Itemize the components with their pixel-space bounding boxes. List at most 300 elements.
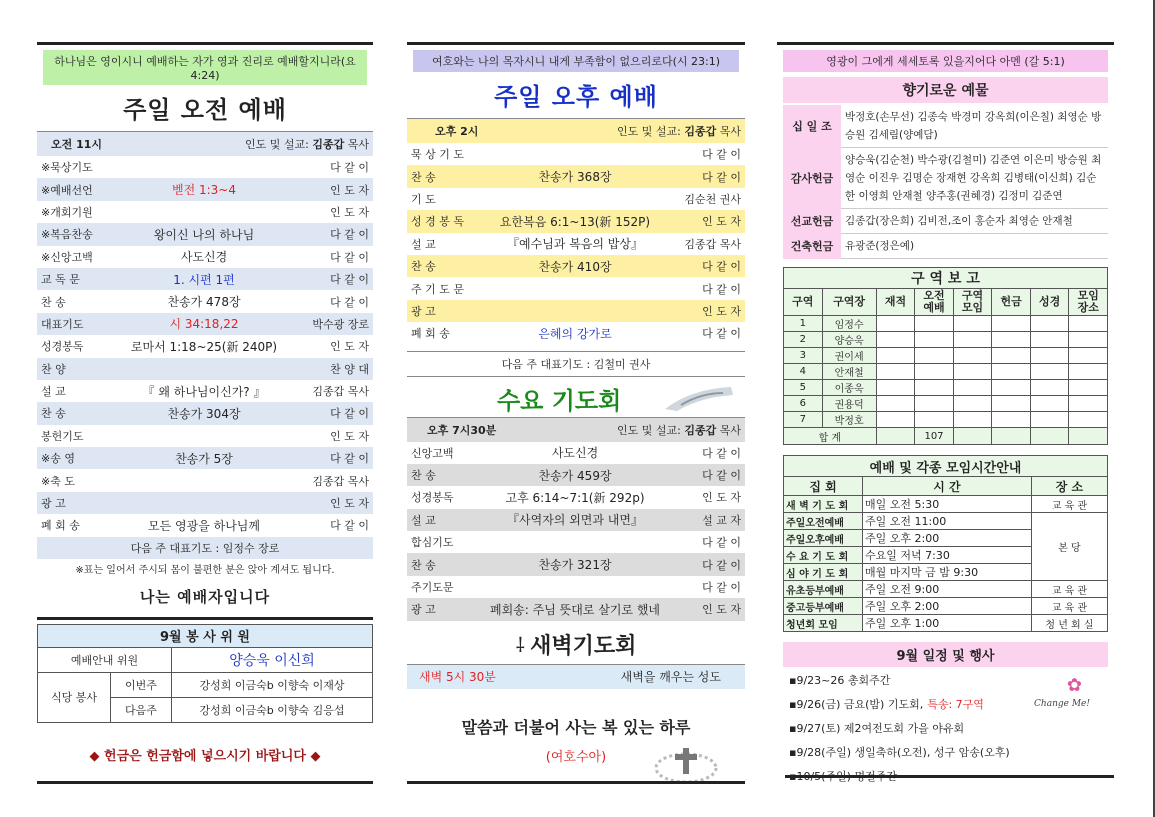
order-person: 다 같 이 (330, 161, 369, 175)
district-cell (992, 332, 1031, 348)
order-row (407, 277, 745, 299)
order-content: 폐회송: 주님 뜻대로 살기로 했네 (490, 602, 660, 617)
order-item: 찬 송 (41, 407, 66, 421)
district-column-header: 오전 예배 (915, 289, 954, 316)
order-content: 찬송가 321장 (538, 558, 612, 573)
morning-service-title: 주일 오전 예배 (123, 95, 287, 124)
district-number: 7 (784, 412, 823, 428)
district-number: 5 (784, 380, 823, 396)
district-number: 4 (784, 364, 823, 380)
order-row (37, 178, 373, 200)
district-cell (992, 364, 1031, 380)
order-row (37, 335, 373, 357)
this-week-label: 이번주 (111, 672, 172, 697)
wednesday-time: 오후 7시30분 (407, 417, 546, 442)
leader-name: 김종갑 (684, 423, 717, 437)
order-row (407, 143, 745, 165)
order-person: 다 같 이 (330, 295, 369, 309)
order-item: 설 교 (411, 237, 436, 251)
service-time: 오전 11시 (37, 132, 151, 157)
this-week-names: 강성희 이금숙b 이향숙 이재상 (172, 672, 373, 697)
praying-hands-icon (661, 379, 737, 415)
district-cell (1030, 348, 1069, 364)
district-row (784, 396, 1108, 412)
district-column-header: 구역 (784, 289, 823, 316)
district-column-header: 헌금 (992, 289, 1031, 316)
order-content: 고후 6:14~7:1(新 292p) (505, 490, 645, 505)
event-text: ▪9/27(토) 제2여전도회 가을 야유회 (789, 722, 965, 735)
order-item: 광 고 (411, 304, 436, 318)
offering-row (783, 209, 1108, 234)
order-item: 찬 양 (41, 362, 66, 376)
district-row (784, 316, 1108, 332)
district-row (784, 332, 1108, 348)
district-total-morning: 107 (915, 428, 954, 445)
order-content: 『예수님과 복음의 밥상』 (507, 237, 643, 252)
district-total-label: 합 계 (784, 428, 877, 445)
order-row (407, 576, 745, 598)
event-text: ▪9/23~26 총회주간 (789, 674, 891, 687)
order-item: ※복음찬송 (41, 228, 93, 242)
order-content: 로마서 1:18~25(新 240P) (130, 339, 278, 354)
district-leader: 이종욱 (822, 380, 876, 396)
district-cell (953, 316, 992, 332)
order-item: 합심기도 (411, 536, 454, 550)
meeting-name: 유초등부예배 (784, 581, 863, 598)
district-cell (1030, 364, 1069, 380)
dawn-desc: 새벽을 깨우는 성도 (620, 670, 721, 685)
district-report-table (783, 267, 1108, 445)
district-cell (915, 396, 954, 412)
offering-row (783, 105, 1108, 148)
order-person: 인 도 자 (330, 205, 369, 219)
offering-label: 십 일 조 (783, 105, 841, 148)
district-cell (953, 380, 992, 396)
order-item: 봉헌기도 (41, 429, 84, 443)
district-cell (876, 396, 915, 412)
order-content (485, 277, 665, 299)
meeting-place: 본 당 (1031, 513, 1107, 581)
order-content: 모든 영광을 하나님께 (148, 518, 260, 533)
worship-slogan: 나는 예배자입니다 (139, 587, 271, 606)
district-cell (876, 348, 915, 364)
order-row (407, 531, 745, 553)
meeting-name: 수 요 기 도 회 (784, 547, 863, 564)
district-leader: 임정수 (822, 316, 876, 332)
wednesday-title: 수요 기도회 (497, 385, 622, 415)
district-cell (1069, 348, 1108, 364)
offering-label: 선교헌금 (783, 209, 841, 234)
order-person: 박수광 장로 (312, 317, 369, 331)
district-cell (992, 380, 1031, 396)
order-content (485, 300, 665, 322)
verse-banner: 영광이 그에게 세세토록 있을지어다 아멘 (갈 5:1) (783, 50, 1108, 72)
district-cell (915, 412, 954, 428)
meeting-schedule-table (783, 455, 1108, 632)
order-row (37, 469, 373, 491)
district-number: 2 (784, 332, 823, 348)
order-row (37, 425, 373, 447)
event-text: ▪9/26(금) 금요(밤) 기도회, (789, 698, 924, 711)
order-item: 대표기도 (41, 317, 84, 331)
district-cell (1069, 412, 1108, 428)
order-item: 묵 상 기 도 (411, 148, 464, 162)
district-cell (992, 316, 1031, 332)
order-person: 다 같 이 (330, 228, 369, 242)
order-row (37, 156, 373, 178)
meeting-place: 교 육 관 (1031, 581, 1107, 598)
district-cell (876, 412, 915, 428)
district-cell (992, 412, 1031, 428)
order-person: 찬 양 대 (330, 362, 369, 376)
order-item: 교 독 문 (41, 273, 80, 287)
district-cell (1030, 332, 1069, 348)
order-person: 다 같 이 (702, 260, 741, 274)
order-item: ※송 영 (41, 452, 75, 466)
order-row (407, 210, 745, 232)
order-person: 김종갑 목사 (312, 385, 369, 399)
order-row (37, 380, 373, 402)
district-cell (1069, 396, 1108, 412)
order-item: ※축 도 (41, 474, 75, 488)
order-row (407, 442, 745, 464)
meeting-column-header: 장 소 (1031, 477, 1107, 496)
meeting-time: 매일 오전 5:30 (863, 496, 1032, 513)
guide-label: 예배안내 위원 (38, 647, 172, 672)
order-person: 다 같 이 (702, 327, 741, 341)
meeting-name: 주일오전예배 (784, 513, 863, 530)
offering-label: 건축헌금 (783, 234, 841, 259)
meeting-title: 예배 및 각종 모임시간안내 (784, 456, 1108, 477)
ribbon-icon: ✿ (1066, 675, 1082, 696)
district-row (784, 412, 1108, 428)
meeting-name: 심 야 기 도 회 (784, 564, 863, 581)
closing-phrase: 말씀과 더불어 사는 복 있는 하루 (461, 717, 691, 737)
order-row (407, 233, 745, 255)
district-row (784, 364, 1108, 380)
district-column-header: 모임 장소 (1069, 289, 1108, 316)
events-list (789, 669, 1102, 789)
guide-names: 양승욱 이신희 (172, 647, 373, 672)
order-row (37, 290, 373, 312)
wednesday-order-table (407, 442, 745, 621)
offering-names: 유광준(정은예) (841, 234, 1108, 259)
dawn-title: 새벽기도회 (530, 633, 637, 659)
leader-name: 김종갑 (312, 138, 345, 151)
order-row (37, 246, 373, 268)
order-item: ※예배선언 (41, 183, 93, 197)
order-item: 성 경 봉 독 (411, 215, 464, 229)
offering-names: 박정호(손무선) 김종숙 박경미 강옥희(이은칠) 최영순 방승원 김세림(양예담) (841, 105, 1108, 148)
order-person: 인 도 자 (330, 340, 369, 354)
order-row (407, 598, 745, 620)
district-column-header: 재적 (876, 289, 915, 316)
order-content (115, 358, 293, 380)
wednesday-header (407, 417, 745, 442)
district-cell (1030, 396, 1069, 412)
order-row (407, 464, 745, 486)
order-content: 왕이신 나의 하나님 (153, 227, 255, 242)
verse-banner: 여호와는 나의 목자시니 내게 부족함이 없으리로다(시 23:1) (413, 50, 739, 72)
district-row (784, 380, 1108, 396)
district-cell (1069, 332, 1108, 348)
district-row (784, 348, 1108, 364)
morning-service-column (37, 42, 373, 764)
order-row (37, 268, 373, 290)
order-person: 다 같 이 (702, 148, 741, 162)
order-person: 인 도 자 (330, 497, 369, 511)
change-me-logo: Change Me! (1034, 699, 1090, 709)
order-person: 다 같 이 (702, 536, 741, 550)
meeting-time: 주일 오후 1:00 (863, 615, 1032, 632)
cross-wreath-icon (651, 740, 721, 786)
order-person: 인 도 자 (702, 491, 741, 505)
order-person: 다 같 이 (702, 446, 741, 460)
order-row (407, 300, 745, 322)
offering-label: 감사헌금 (783, 148, 841, 209)
order-item: 설 교 (41, 385, 66, 399)
district-cell (876, 380, 915, 396)
leader-label: 인도 및 설교: (245, 138, 309, 151)
order-item: ※개회기원 (41, 205, 93, 219)
order-item: 주 기 도 문 (411, 282, 464, 296)
order-item: 성경봉독 (411, 491, 454, 505)
order-content: 사도신경 (180, 250, 228, 265)
offering-note: ◆ 헌금은 헌금함에 넣으시기 바랍니다 ◆ (89, 748, 321, 764)
order-item: 신앙고백 (411, 446, 454, 460)
district-cell (915, 348, 954, 364)
district-cell (876, 332, 915, 348)
order-row (37, 358, 373, 380)
order-item: 성경봉독 (41, 340, 84, 354)
meeting-name: 주일오후예배 (784, 530, 863, 547)
order-content (115, 469, 293, 491)
order-content (115, 156, 293, 178)
district-cell (953, 396, 992, 412)
order-item: ※신앙고백 (41, 250, 93, 264)
district-leader: 안재철 (822, 364, 876, 380)
next-week-label: 다음주 (111, 697, 172, 722)
meeting-column-header: 시 간 (863, 477, 1032, 496)
order-person: 다 같 이 (330, 407, 369, 421)
order-row (37, 447, 373, 469)
event-highlight: 특송: 7구역 (927, 698, 984, 711)
meeting-row (784, 496, 1108, 513)
district-cell (1069, 364, 1108, 380)
district-leader: 권용덕 (822, 396, 876, 412)
order-person: 인 도 자 (702, 603, 741, 617)
district-column-header: 성경 (1030, 289, 1069, 316)
order-content: 사도신경 (551, 446, 599, 461)
order-person: 다 같 이 (702, 170, 741, 184)
meeting-name: 중고등부예배 (784, 598, 863, 615)
order-item: 폐 회 송 (41, 519, 80, 533)
leader-label: 인도 및 설교: (617, 125, 681, 138)
district-number: 6 (784, 396, 823, 412)
order-person: 다 같 이 (330, 452, 369, 466)
meeting-row (784, 581, 1108, 598)
order-content (115, 492, 293, 514)
service-header (407, 118, 745, 143)
order-row (407, 322, 745, 344)
order-person: 다 같 이 (702, 469, 741, 483)
order-person: 인 도 자 (330, 429, 369, 443)
meeting-time: 매월 마지막 금 밤 9:30 (863, 564, 1032, 581)
order-row (407, 553, 745, 575)
event-text: ▪10/5(주일) 명절주간 (789, 770, 897, 783)
meeting-time: 수요일 저녁 7:30 (863, 547, 1032, 564)
order-row (407, 255, 745, 277)
district-number: 1 (784, 316, 823, 332)
events-title: 9월 일정 및 행사 (783, 642, 1108, 667)
district-leader: 권이세 (822, 348, 876, 364)
order-row (407, 188, 745, 210)
order-content: 『사역자의 외면과 내면』 (507, 513, 643, 528)
leader-label: 인도 및 설교: (617, 423, 681, 437)
offering-table (783, 105, 1108, 259)
order-row (37, 201, 373, 223)
order-item: 찬 송 (411, 469, 436, 483)
meeting-row (784, 598, 1108, 615)
order-content: 은혜의 강가로 (538, 326, 612, 341)
next-prayer: 다음 주 대표기도 : 임정수 장로 (37, 537, 373, 559)
meeting-row (784, 513, 1108, 530)
district-leader: 양승욱 (822, 332, 876, 348)
order-content: 시 34:18,22 (169, 317, 239, 332)
order-item: 찬 송 (411, 260, 436, 274)
order-item: 기 도 (411, 192, 436, 206)
district-cell (992, 396, 1031, 412)
meeting-time: 주일 오전 9:00 (863, 581, 1032, 598)
offering-row (783, 148, 1108, 209)
order-person: 다 같 이 (702, 558, 741, 572)
order-person: 다 같 이 (330, 250, 369, 264)
event-item (789, 669, 1102, 693)
district-cell (953, 364, 992, 380)
meeting-place: 청 년 회 실 (1031, 615, 1107, 632)
order-person: 설 교 자 (702, 513, 741, 527)
order-item: 주기도문 (411, 581, 454, 595)
district-number: 3 (784, 348, 823, 364)
order-content: 찬송가 478장 (167, 295, 241, 310)
leader-title: 목사 (719, 125, 741, 138)
district-column-header: 구역장 (822, 289, 876, 316)
offering-names: 김종갑(장은희) 김비전,조이 홍순자 최영순 안재철 (841, 209, 1108, 234)
verse-banner: 하나님은 영이시니 예배하는 자가 영과 진리로 예배할지니라(요4:24) (43, 50, 367, 85)
next-prayer: 다음 주 대표기도 : 김철미 권사 (407, 351, 745, 377)
order-content: 찬송가 459장 (538, 468, 612, 483)
district-cell (953, 332, 992, 348)
district-cell (1069, 316, 1108, 332)
closing-ref: (여호수아) (545, 749, 607, 765)
order-item: 찬 송 (41, 295, 66, 309)
meeting-time: 주일 오전 11:00 (863, 513, 1032, 530)
order-content: 찬송가 5장 (175, 451, 233, 466)
district-cell (1030, 412, 1069, 428)
event-item (789, 717, 1102, 741)
meeting-time: 주일 오후 2:00 (863, 598, 1032, 615)
offering-title: 향기로운 예물 (783, 77, 1108, 103)
kitchen-label: 식당 봉사 (38, 672, 111, 722)
order-content: 『 왜 하나님이신가? 』 (142, 384, 266, 399)
order-item: 찬 송 (411, 170, 436, 184)
district-cell (915, 364, 954, 380)
order-row (407, 509, 745, 531)
district-cell (915, 332, 954, 348)
order-person: 인 도 자 (330, 183, 369, 197)
district-cell (876, 364, 915, 380)
order-row (37, 492, 373, 514)
district-cell (953, 412, 992, 428)
meeting-column-header: 집 회 (784, 477, 863, 496)
offering-names: 양승욱(김순천) 박수광(김철미) 김준연 이은미 방승원 최영순 이진우 김명순 장재현 강옥희 김병태(이신희) 김순한 이영희 안재철 양주홍(권혜경) 김정미 김준연 (841, 148, 1108, 209)
order-item: 폐 회 송 (411, 327, 450, 341)
offering-row (783, 234, 1108, 259)
district-cell (915, 316, 954, 332)
order-content (485, 188, 665, 210)
leader-title: 목사 (347, 138, 369, 151)
order-person: 다 같 이 (330, 519, 369, 533)
district-cell (1030, 380, 1069, 396)
afternoon-service-title: 주일 오후 예배 (494, 82, 658, 111)
order-row (37, 402, 373, 424)
standing-note: ※표는 일어서 주시되 몸이 불편한 분은 앉아 계셔도 됩니다. (75, 564, 335, 576)
order-content: 요한복음 6:1~13(新 152P) (499, 214, 651, 229)
morning-order-table (37, 156, 373, 537)
meeting-time: 주일 오후 2:00 (863, 530, 1032, 547)
order-content (115, 425, 293, 447)
meeting-name: 청년회 모임 (784, 615, 863, 632)
next-week-names: 강성희 이금숙b 이향숙 김응섭 (172, 697, 373, 722)
order-item: 찬 송 (411, 558, 436, 572)
dawn-time: 새벽 5시 30분 (419, 670, 496, 685)
order-row (37, 514, 373, 536)
service-header (37, 131, 373, 156)
order-content: 1. 시편 1편 (173, 272, 235, 287)
order-item: 광 고 (41, 497, 66, 511)
order-content (485, 531, 665, 553)
service-time: 오후 2시 (407, 119, 528, 144)
order-row (407, 165, 745, 187)
order-content (115, 201, 293, 223)
order-content: 찬송가 304장 (167, 406, 241, 421)
order-row (407, 486, 745, 508)
afternoon-order-table (407, 143, 745, 345)
event-text: ▪9/28(주일) 생일축하(오전), 성구 암송(오후) (789, 746, 1010, 759)
district-leader: 박정호 (822, 412, 876, 428)
order-content: 찬송가 410장 (538, 259, 612, 274)
order-content: 벧전 1:3~4 (171, 183, 236, 198)
meeting-row (784, 615, 1108, 632)
meeting-place: 교 육 관 (1031, 598, 1107, 615)
order-person: 인 도 자 (702, 304, 741, 318)
order-person: 김종갑 목사 (684, 237, 741, 251)
volunteer-table (37, 624, 373, 723)
district-cell (876, 316, 915, 332)
volunteer-title: 9월 봉 사 위 원 (38, 624, 373, 647)
announcements-column (777, 42, 1114, 789)
order-row (37, 223, 373, 245)
district-cell (915, 380, 954, 396)
order-person: 다 같 이 (702, 581, 741, 595)
district-cell (992, 348, 1031, 364)
afternoon-service-column (407, 42, 745, 786)
district-cell (1030, 316, 1069, 332)
order-person: 다 같 이 (702, 282, 741, 296)
order-item: 설 교 (411, 513, 436, 527)
order-item: ※묵상기도 (41, 161, 93, 175)
order-item: 광 고 (411, 603, 436, 617)
